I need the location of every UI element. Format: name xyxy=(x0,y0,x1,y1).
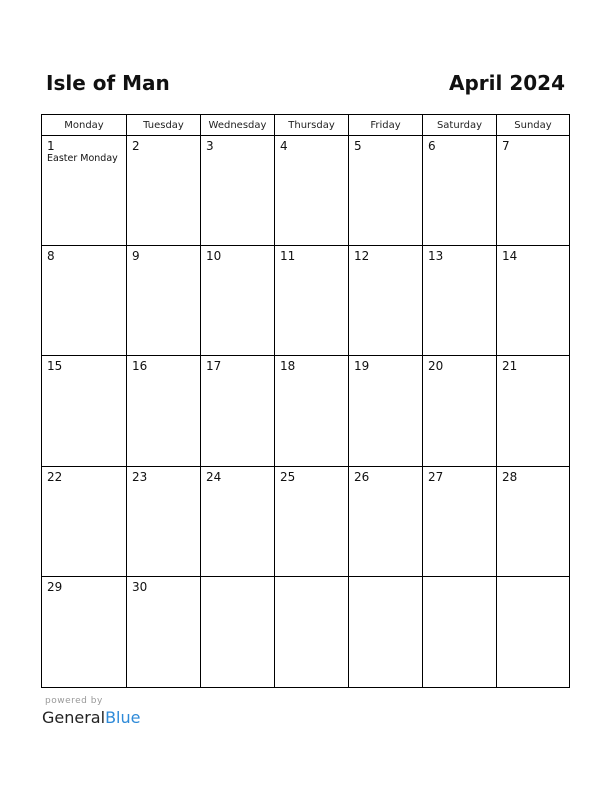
day-number: 3 xyxy=(206,139,214,153)
weekday-header-sunday: Sunday xyxy=(497,115,569,136)
day-number: 6 xyxy=(428,139,436,153)
day-number: 26 xyxy=(354,469,370,484)
day-number: 12 xyxy=(354,249,370,264)
day-number: 22 xyxy=(47,469,63,484)
day-cell xyxy=(127,246,201,356)
day-cell xyxy=(201,467,275,577)
day-number: 14 xyxy=(502,249,518,264)
day-cell xyxy=(349,136,423,246)
day-cell xyxy=(42,577,127,687)
holiday-label: Easter Monday xyxy=(47,153,118,164)
day-number: 7 xyxy=(502,139,510,153)
day-number: 4 xyxy=(280,139,288,153)
weekday-header-monday: Monday xyxy=(42,115,127,136)
day-number: 29 xyxy=(47,579,63,594)
day-number: 18 xyxy=(280,359,296,374)
brand-name-general: General xyxy=(42,708,106,727)
weekday-header-friday: Friday xyxy=(349,115,423,136)
powered-by-label: powered by xyxy=(45,696,103,706)
day-number: 15 xyxy=(47,359,63,374)
day-cell xyxy=(201,356,275,466)
day-cell xyxy=(127,467,201,577)
day-number: 19 xyxy=(354,359,370,374)
day-number: 21 xyxy=(502,359,518,374)
day-cell xyxy=(42,136,127,246)
day-cell xyxy=(497,246,569,356)
day-cell xyxy=(423,136,497,246)
day-cell xyxy=(349,246,423,356)
month-year-title: April 2024 xyxy=(449,71,565,95)
day-cell xyxy=(423,467,497,577)
day-cell xyxy=(349,467,423,577)
calendar-grid xyxy=(41,114,570,688)
day-number: 30 xyxy=(132,579,148,594)
brand-name-blue: Blue xyxy=(105,708,141,727)
day-cell xyxy=(497,356,569,466)
day-number: 16 xyxy=(132,359,148,374)
day-cell xyxy=(127,356,201,466)
day-cell xyxy=(423,246,497,356)
day-cell xyxy=(201,577,275,687)
day-number: 9 xyxy=(132,249,140,264)
day-cell xyxy=(42,467,127,577)
day-number: 8 xyxy=(47,249,55,264)
day-number: 28 xyxy=(502,469,518,484)
day-number: 24 xyxy=(206,469,222,484)
day-number: 2 xyxy=(132,139,140,153)
day-number: 17 xyxy=(206,359,222,374)
weekday-header-saturday: Saturday xyxy=(423,115,497,136)
day-number: 10 xyxy=(206,249,222,264)
day-number: 11 xyxy=(280,249,296,264)
day-cell xyxy=(275,467,349,577)
day-number: 20 xyxy=(428,359,444,374)
day-cell xyxy=(275,356,349,466)
day-number: 5 xyxy=(354,139,362,153)
day-cell xyxy=(201,246,275,356)
country-title: Isle of Man xyxy=(46,71,170,95)
weekday-header-wednesday: Wednesday xyxy=(201,115,275,136)
day-cell xyxy=(497,136,569,246)
day-cell xyxy=(275,577,349,687)
day-cell xyxy=(349,577,423,687)
day-number: 13 xyxy=(428,249,444,264)
weekday-header-thursday: Thursday xyxy=(275,115,349,136)
day-cell xyxy=(275,246,349,356)
day-number: 27 xyxy=(428,469,444,484)
day-cell xyxy=(275,136,349,246)
brand-logo xyxy=(42,708,140,728)
day-cell xyxy=(42,246,127,356)
day-cell xyxy=(349,356,423,466)
day-cell xyxy=(497,577,569,687)
day-cell xyxy=(127,136,201,246)
day-cell xyxy=(423,577,497,687)
day-number: 25 xyxy=(280,469,296,484)
day-cell xyxy=(423,356,497,466)
day-cell xyxy=(42,356,127,466)
day-cell xyxy=(201,136,275,246)
day-cell xyxy=(497,467,569,577)
weekday-header-tuesday: Tuesday xyxy=(127,115,201,136)
day-cell xyxy=(127,577,201,687)
day-number: 23 xyxy=(132,469,148,484)
day-number: 1 xyxy=(47,139,55,153)
